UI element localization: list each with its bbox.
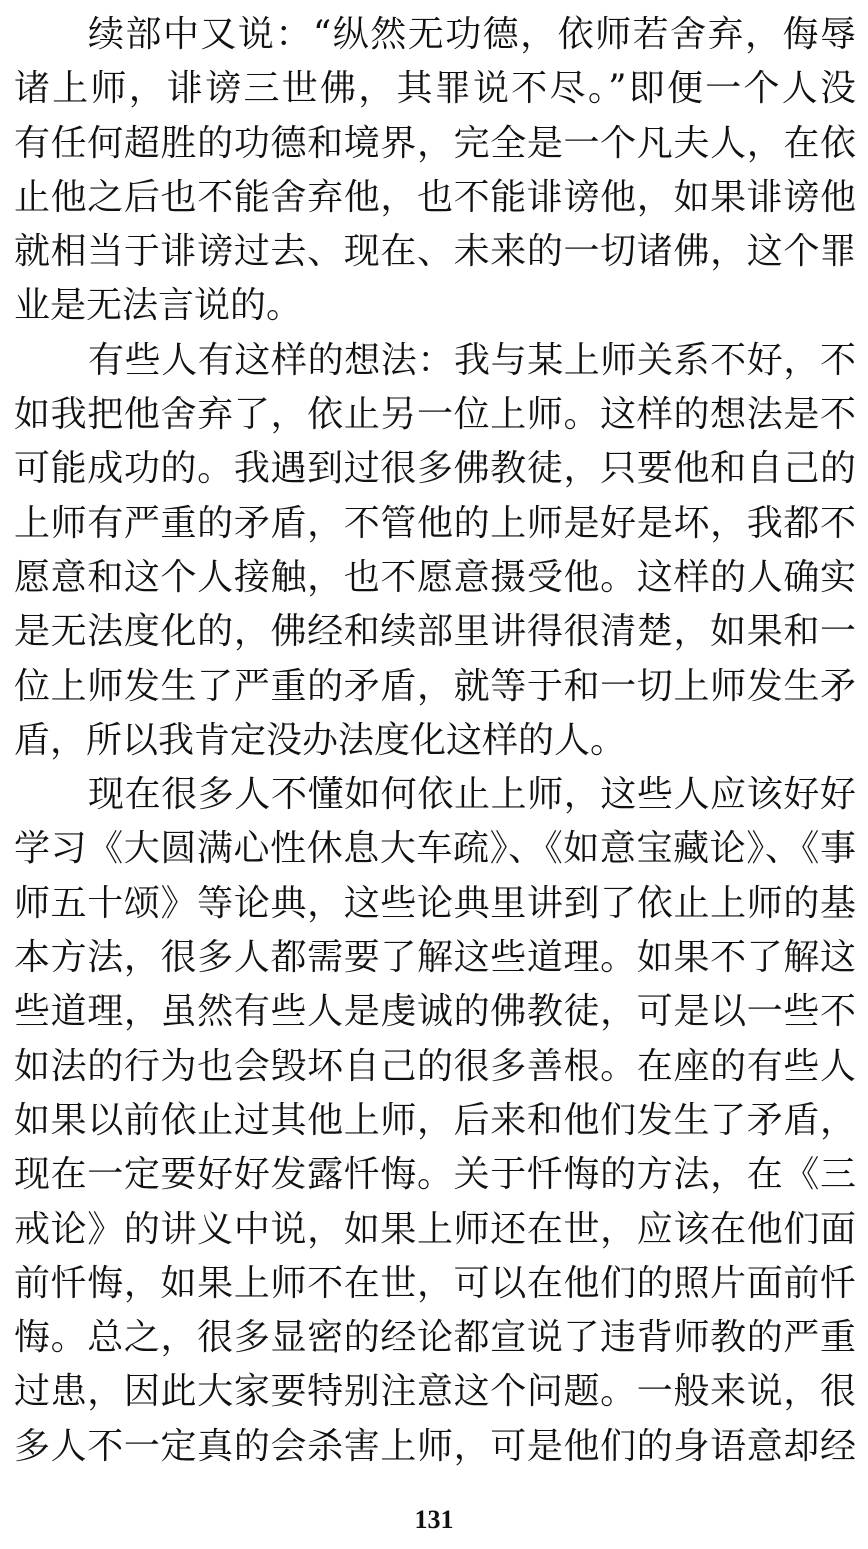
text-line: 业是无法言说的。: [14, 285, 303, 327]
text-line: 止他之后也不能舍弃他，也不能诽谤他，如果诽谤他: [14, 176, 856, 218]
text-line: 本方法，很多人都需要了解这些道理。如果不了解这: [14, 937, 856, 979]
text-line: 悔。总之，很多显密的经论都宣说了违背师教的严重: [14, 1317, 856, 1359]
text-line: 是无法度化的，佛经和续部里讲得很清楚，如果和一: [14, 611, 856, 653]
text-line: 多人不一定真的会杀害上师，可是他们的身语意却经: [14, 1425, 856, 1467]
text-line: 些道理，虽然有些人是虔诚的佛教徒，可是以一些不: [14, 991, 856, 1033]
text-line: 有任何超胜的功德和境界，完全是一个凡夫人，在依: [14, 122, 856, 164]
paragraph: [14, 8, 856, 334]
text-line: 可能成功的。我遇到过很多佛教徒，只要他和自己的: [14, 448, 856, 490]
paragraph: [14, 768, 856, 1474]
text-line: 现在很多人不懂如何依止上师，这些人应该好好: [88, 774, 856, 816]
text-line: 愿意和这个人接触，也不愿意摄受他。这样的人确实: [14, 556, 856, 598]
text-line: 盾，所以我肯定没办法度化这样的人。: [14, 719, 627, 761]
text-line: 就相当于诽谤过去、现在、未来的一切诸佛，这个罪: [14, 231, 856, 273]
text-line: 续部中又说：“纵然无功德，依师若舍弃，侮辱: [88, 14, 856, 55]
text-line: 过患，因此大家要特别注意这个问题。一般来说，很: [14, 1371, 856, 1413]
text-line: 有些人有这样的想法：我与某上师关系不好，不: [88, 339, 856, 381]
text-line: 学习《大圆满心性休息大车疏》、《如意宝藏论》、《事: [14, 828, 856, 870]
text-line: 如我把他舍弃了，依止另一位上师。这样的想法是不: [14, 394, 856, 436]
text-line: 如果以前依止过其他上师，后来和他们发生了矛盾，: [14, 1099, 856, 1141]
text-line: 师五十颂》等论典，这些论典里讲到了依止上师的基: [14, 882, 856, 924]
page-number: 131: [414, 1505, 454, 1534]
text-line: 上师有严重的矛盾，不管他的上师是好是坏，我都不: [14, 502, 856, 544]
text-line: 位上师发生了严重的矛盾，就等于和一切上师发生矛: [14, 665, 856, 707]
text-line: 诸上师，诽谤三世佛，其罪说不尽。”即便一个人没: [14, 68, 856, 110]
text-line: 戒论》的讲义中说，如果上师还在世，应该在他们面: [14, 1208, 856, 1250]
paragraph: [14, 334, 856, 768]
text-line: 如法的行为也会毁坏自己的很多善根。在座的有些人: [14, 1045, 856, 1087]
text-line: 现在一定要好好发露忏悔。关于忏悔的方法，在《三: [14, 1154, 856, 1196]
body-text: [14, 8, 856, 1474]
text-line: 前忏悔，如果上师不在世，可以在他们的照片面前忏: [14, 1262, 856, 1304]
